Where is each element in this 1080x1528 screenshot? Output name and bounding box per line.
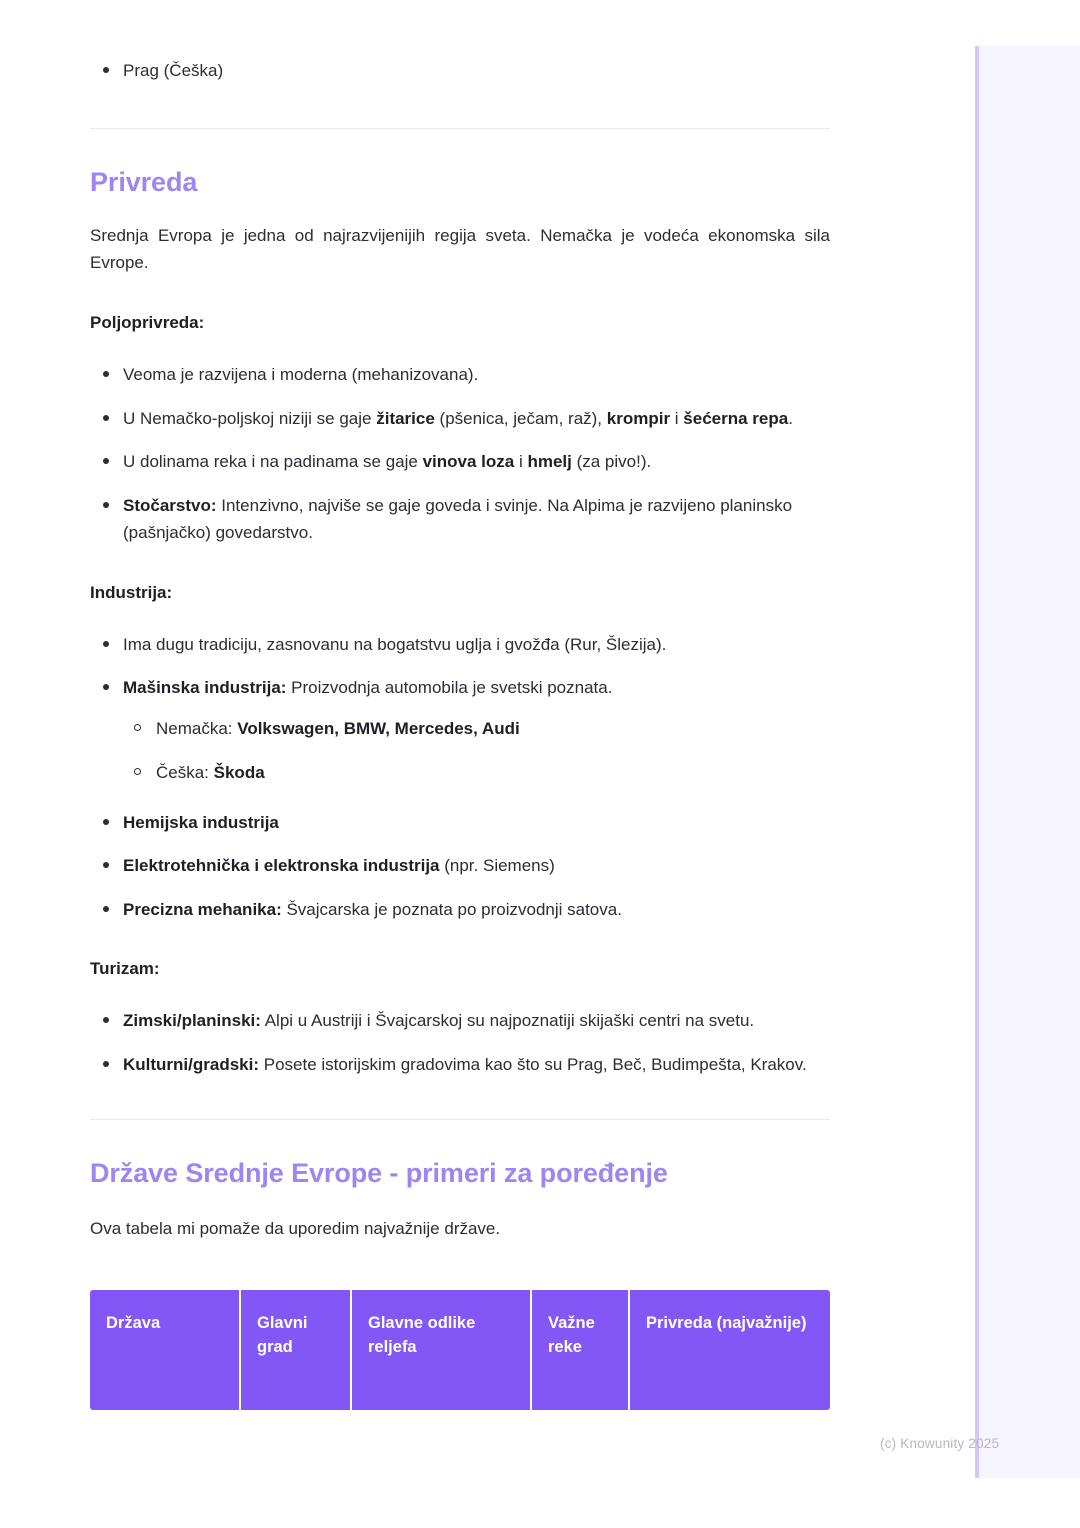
list-item xyxy=(90,1051,830,1079)
table-header-cell-drzava[interactable]: Država xyxy=(90,1290,241,1410)
list-item xyxy=(90,1007,830,1035)
right-side-panel xyxy=(975,46,1080,1478)
bullet-dot-icon xyxy=(103,502,109,508)
list-item xyxy=(90,809,830,837)
list-item-text: Stočarstvo: Intenzivno, najviše se gaje goveda i svinje. Na Alpima je razvijeno planinsko (pašnjačko) govedarstvo. xyxy=(123,495,793,543)
list-item-label: Prag (Češka) xyxy=(123,61,224,80)
document-content xyxy=(90,0,830,1410)
poljoprivreda-label: Poljoprivreda: xyxy=(90,312,205,332)
bullet-circle-icon xyxy=(134,768,141,775)
page-title-privreda: Privreda xyxy=(90,166,198,197)
bullet-dot-icon xyxy=(103,371,109,377)
watermark-label: (c) Knowunity 2025 xyxy=(880,1436,1000,1451)
bullet-dot-icon xyxy=(103,1061,109,1067)
table-header-row xyxy=(90,1290,830,1410)
turizam-list xyxy=(90,1007,830,1078)
sublist-item-text: Češka: Škoda xyxy=(156,763,265,783)
bullet-dot-icon xyxy=(103,819,109,825)
list-item xyxy=(90,448,830,476)
list-item-text: U dolinama reka i na padinama se gaje vinova loza i hmelj (za pivo!). xyxy=(123,452,652,472)
list-item-text: Mašinska industrija: Proizvodnja automobila je svetski poznata. xyxy=(123,678,613,698)
list-item-text: Hemijska industrija xyxy=(123,812,279,832)
list-item xyxy=(90,361,830,389)
comparison-table xyxy=(90,1290,830,1410)
turizam-label: Turizam: xyxy=(90,959,160,979)
table-header-cell-glavni-grad[interactable]: Glavni grad xyxy=(241,1290,352,1410)
list-item-text: Precizna mehanika: Švajcarska je poznata po proizvodnji satova. xyxy=(123,899,622,919)
bullet-dot-icon xyxy=(103,1017,109,1023)
list-item-text: Zimski/planinski: Alpi u Austriji i Švajcarskoj su najpoznatiji skijaški centri na svetu. xyxy=(123,1011,755,1031)
list-item-text: U Nemačko-poljskoj niziji se gaje žitarice (pšenica, ječam, raž), krompir i šećerna repa. xyxy=(123,408,793,428)
table-header-cell-vazne-reke[interactable]: Važne reke xyxy=(532,1290,630,1410)
section-divider-bottom xyxy=(90,1119,830,1120)
privreda-intro-paragraph: Srednja Evropa je jedna od najrazvijenijih regija sveta. Nemačka je vodeća ekonomska sila Evrope. xyxy=(90,225,830,273)
bullet-dot-icon xyxy=(103,862,109,868)
bullet-dot-icon xyxy=(103,906,109,912)
carryover-list xyxy=(90,57,830,85)
list-item-text: Kulturni/gradski: Posete istorijskim gradovima kao što su Prag, Beč, Budimpešta, Krakov. xyxy=(123,1054,807,1074)
list-item-text: Veoma je razvijena i moderna (mehanizovana). xyxy=(123,364,479,384)
list-item xyxy=(90,896,830,924)
sublist-item xyxy=(123,715,830,743)
industrija-label: Industrija: xyxy=(90,582,173,602)
bullet-dot-icon xyxy=(103,67,109,73)
table-header-cell-privreda[interactable]: Privreda (najvažnije) xyxy=(630,1290,830,1410)
list-item-text: Ima dugu tradiciju, zasnovanu na bogatstvu uglja i gvožđa (Rur, Šlezija). xyxy=(123,634,667,654)
sublist-item xyxy=(123,759,830,787)
list-item xyxy=(90,852,830,880)
bullet-dot-icon xyxy=(103,684,109,690)
table-header-row-group xyxy=(90,1290,830,1410)
industrija-list xyxy=(90,631,830,924)
list-item xyxy=(90,405,830,433)
table-header-cell-odlike-reljefa[interactable]: Glavne odlike reljefa xyxy=(352,1290,532,1410)
bullet-circle-icon xyxy=(134,724,141,731)
poljoprivreda-list xyxy=(90,361,830,547)
bullet-dot-icon xyxy=(103,641,109,647)
bullet-dot-icon xyxy=(103,458,109,464)
list-item xyxy=(90,674,830,787)
section-divider-top xyxy=(90,128,830,129)
list-item xyxy=(90,492,830,547)
list-item-text: Elektrotehnička i elektronska industrija (npr. Siemens) xyxy=(123,856,555,876)
list-item xyxy=(90,57,830,85)
bullet-dot-icon xyxy=(103,415,109,421)
tabela-intro-paragraph: Ova tabela mi pomaže da uporedim najvažnije države. xyxy=(90,1218,501,1238)
sublist-item-text: Nemačka: Volkswagen, BMW, Mercedes, Audi xyxy=(156,718,520,738)
list-item xyxy=(90,631,830,659)
page-title-drzave: Države Srednje Evrope - primeri za poređenje xyxy=(90,1158,668,1189)
industrija-sublist xyxy=(123,715,830,787)
